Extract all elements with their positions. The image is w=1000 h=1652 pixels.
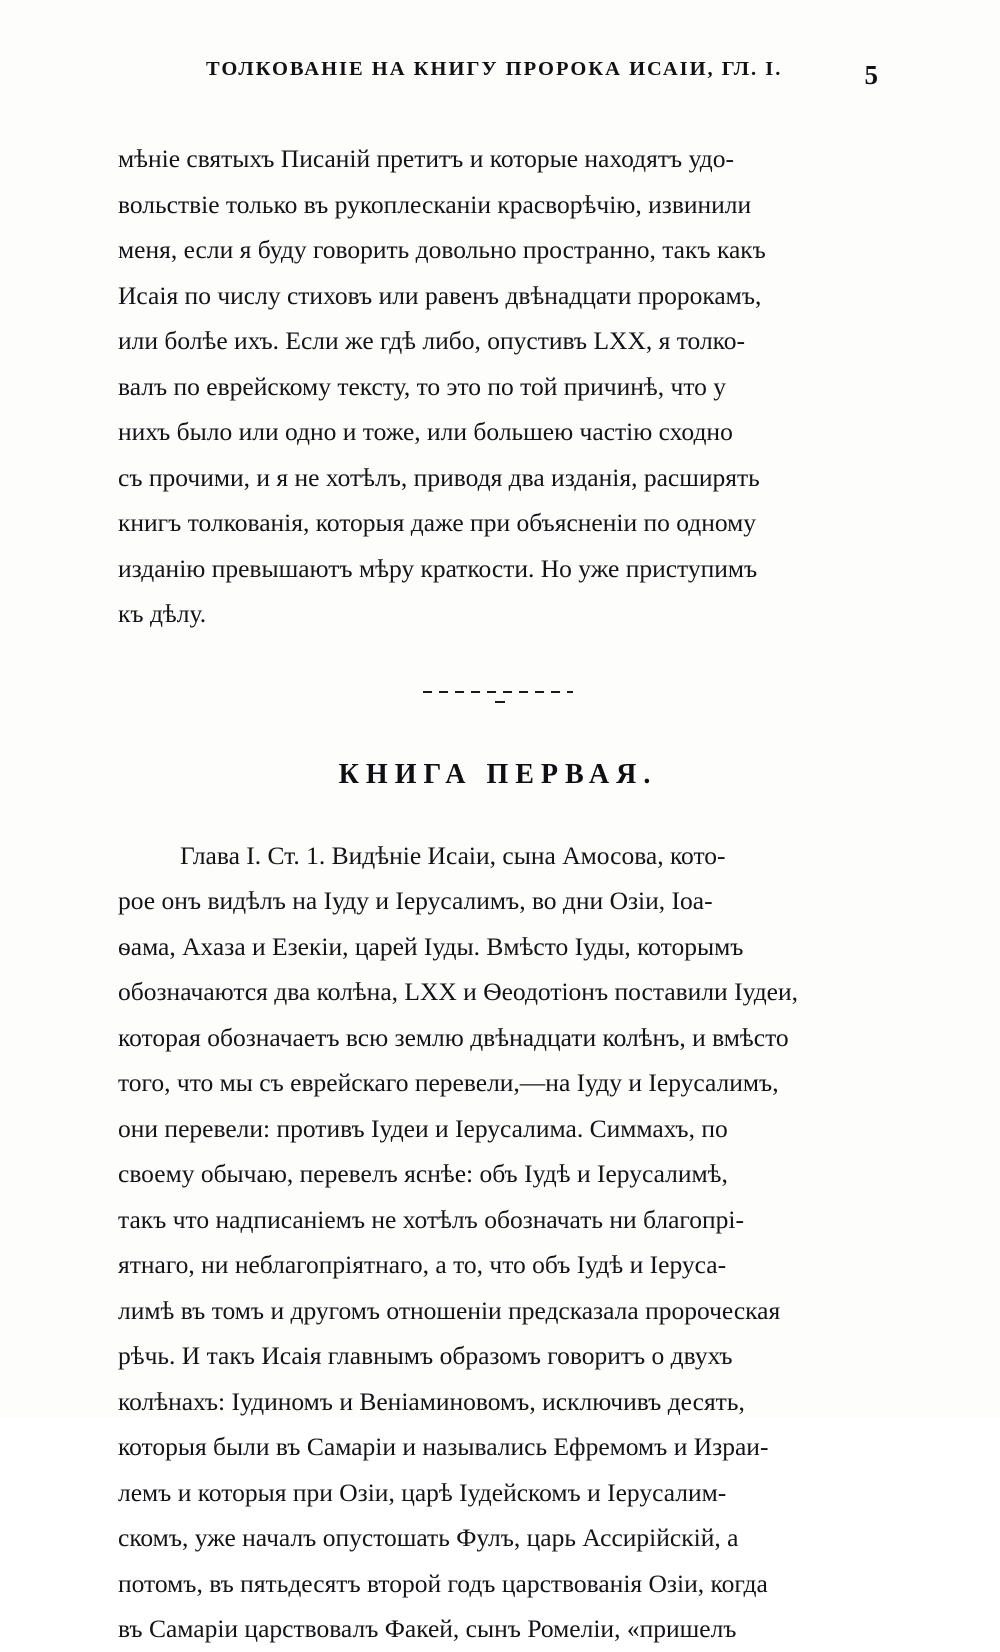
section-divider-ornament	[423, 685, 573, 711]
text-line: лимѣ въ томъ и другомъ отношеніи предсказала пророческая	[118, 1295, 781, 1325]
text-line: которыя были въ Самаріи и назывались Ефремомъ и Израи-	[118, 1432, 769, 1461]
divider-tick	[495, 701, 505, 703]
text-line: Исаія по числу стиховъ или равенъ двѣнадцати пророкамъ,	[118, 280, 762, 310]
text-line: изданію превышаютъ мѣру краткости. Но уже приступимъ	[118, 553, 758, 583]
divider-dashes	[423, 691, 573, 693]
text-line: рое онъ видѣлъ на Іуду и Іерусалимъ, во дни Озіи, Іоа-	[118, 886, 713, 915]
text-line: скомъ, уже началъ опустошать Фулъ, царь Ассирійскій, а	[118, 1523, 739, 1552]
text-line: вольствіе только въ рукоплесканіи красворѣчію, извинили	[118, 189, 752, 219]
running-head	[118, 58, 878, 98]
text-line: они перевели: противъ Іудеи и Іерусалима. Симмахъ, по	[118, 1113, 728, 1143]
text-line: ѳама, Ахаза и Езекіи, царей Іуды. Вмѣсто Іуды, которымъ	[118, 931, 744, 961]
text-line: потомъ, въ пятьдесятъ второй годъ царствованія Озіи, когда	[118, 1568, 768, 1598]
text-line: колѣнахъ: Іудиномъ и Веніаминовомъ, исключивъ десять,	[118, 1386, 745, 1416]
text-line: которая обозначаетъ всю землю двѣнадцати колѣнъ, и вмѣсто	[118, 1022, 789, 1052]
text-line: обозначаются два колѣна, LXX и Ѳеодотіонъ поставили Іудеи,	[118, 977, 799, 1006]
text-line: своему обычаю, перевелъ яснѣе: объ Іудѣ и Іерусалимѣ,	[118, 1159, 728, 1188]
text-line: ятнаго, ни неблагопріятнаго, а то, что объ Іудѣ и Іеруса-	[118, 1250, 727, 1279]
running-head-title: ТОЛКОВАНІЕ НА КНИГУ ПРОРОКА ИСАІИ, ГЛ. I.	[206, 58, 783, 80]
section-title: КНИГА ПЕРВАЯ.	[338, 758, 658, 790]
page-number: 5	[864, 60, 878, 90]
text-line: рѣчь. И такъ Исаія главнымъ образомъ говоритъ о двухъ	[118, 1341, 733, 1370]
text-line: съ прочими, и я не хотѣлъ, приводя два изданія, расширять	[118, 462, 760, 492]
text-line: нихъ было или одно и тоже, или большею частію сходно	[118, 417, 733, 446]
text-line: къ дѣлу.	[118, 599, 207, 628]
text-line	[118, 833, 878, 879]
text-line: того, что мы съ еврейскаго перевели,—на Іуду и Іерусалимъ,	[118, 1068, 779, 1097]
text-line: книгъ толкованія, которыя даже при объясненіи по одному	[118, 508, 757, 537]
text-line: меня, если я буду говорить довольно пространно, такъ какъ	[118, 235, 766, 264]
text-line: мѣніе святыхъ Писаній претитъ и которые находятъ удо-	[118, 144, 734, 173]
text-line: лемъ и которыя при Озіи, царѣ Іудейскомъ и Іерусалим-	[118, 1477, 727, 1507]
text-line: или болѣе ихъ. Если же гдѣ либо, опустивъ LXX, я толко-	[118, 326, 746, 355]
text-line: валъ по еврейскому тексту, то это по той причинѣ, что у	[118, 371, 727, 401]
paragraph-chapter-one	[118, 833, 878, 1652]
text-line: въ Самаріи царствовалъ Факей, сынъ Ромеліи, «пришелъ	[118, 1614, 737, 1643]
text-line: такъ что надписаніемъ не хотѣлъ обозначать ни благопрі-	[118, 1204, 744, 1234]
paragraph-preface	[118, 136, 878, 637]
page-content	[118, 58, 878, 1652]
text-line-inner: Глава I. Ст. 1. Видѣніе Исаіи, сына Амосова, кото-	[180, 840, 726, 870]
